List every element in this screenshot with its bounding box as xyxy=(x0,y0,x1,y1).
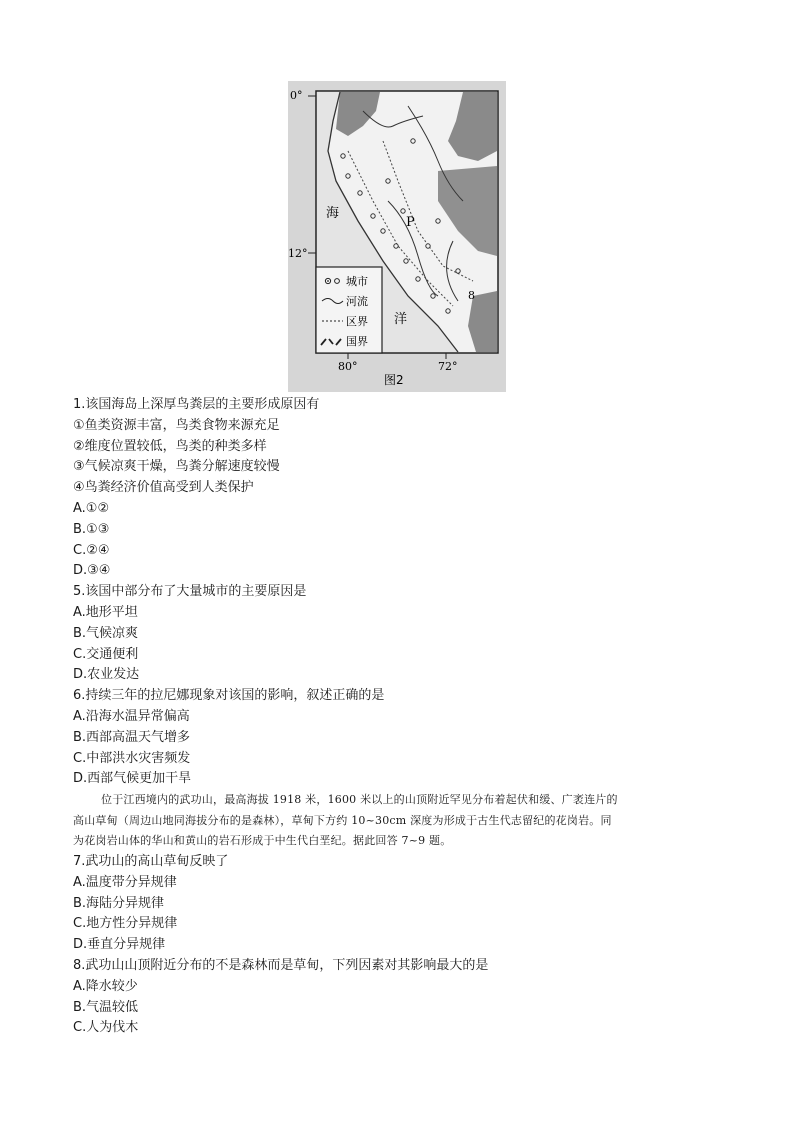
question-5-option-b: B.气候凉爽 xyxy=(73,625,139,641)
question-5-option-d: D.农业发达 xyxy=(73,667,140,683)
question-7-option-d: D.垂直分异规律 xyxy=(73,937,166,953)
legend-label-city: 城市 xyxy=(346,275,368,288)
question-8-option-c: C.人为伐木 xyxy=(73,1020,139,1036)
question-7-option-b: B.海陆分异规律 xyxy=(73,895,165,911)
statement-1: ①鱼类资源丰富，鸟类食物来源充足 xyxy=(73,417,280,433)
question-7-option-a: A.温度带分异规律 xyxy=(73,874,177,890)
figure-caption: 图2 xyxy=(384,373,404,387)
region-label: P xyxy=(406,215,415,230)
question-1-option-a: A.①② xyxy=(73,500,110,516)
questions-block-a xyxy=(73,395,753,790)
lat-label-mid: 12° xyxy=(288,247,308,260)
questions-block-b xyxy=(73,852,753,1039)
number-label: 8 xyxy=(468,289,475,302)
passage-line-1: 位于江西境内的武功山，最高海拔 1918 米，1600 米以上的山顶附近罕见分布着起伏和缓、广袤连片的 xyxy=(101,793,618,806)
question-1-option-c: C.②④ xyxy=(73,542,110,558)
question-5-stem: 5.该国中部分布了大量城市的主要原因是 xyxy=(73,584,307,600)
question-7-option-c: C.地方性分异规律 xyxy=(73,916,178,932)
lon-label-left: 80° xyxy=(338,360,358,373)
question-6-option-b: B.西部高温天气增多 xyxy=(73,729,191,745)
sea-label-1: 海 xyxy=(326,206,340,221)
map-figure xyxy=(288,81,506,392)
sea-label-2: 洋 xyxy=(394,312,408,327)
reading-passage xyxy=(73,790,723,852)
question-5-option-c: C.交通便利 xyxy=(73,646,139,662)
question-6-option-a: A.沿海水温异常偏高 xyxy=(73,708,190,724)
statement-3: ③气候凉爽干燥，鸟粪分解速度较慢 xyxy=(73,459,280,475)
question-8-option-a: A.降水较少 xyxy=(73,978,138,994)
question-5-option-a: A.地形平坦 xyxy=(73,604,138,620)
question-6-option-c: C.中部洪水灾害频发 xyxy=(73,750,191,766)
lon-label-right: 72° xyxy=(438,360,458,373)
legend-label-region-border: 区界 xyxy=(346,315,368,328)
map-svg xyxy=(288,81,506,392)
question-8-option-b: B.气温较低 xyxy=(73,999,139,1015)
legend-label-national-border: 国界 xyxy=(346,335,368,348)
question-7-stem: 7.武功山的高山草甸反映了 xyxy=(73,854,229,869)
statement-4: ④鸟粪经济价值高受到人类保护 xyxy=(73,480,254,496)
question-6-stem: 6.持续三年的拉尼娜现象对该国的影响，叙述正确的是 xyxy=(73,688,385,704)
statement-2: ②维度位置较低，鸟类的种类多样 xyxy=(73,438,267,454)
question-1-option-d: D.③④ xyxy=(73,563,111,579)
legend-label-river: 河流 xyxy=(346,295,368,308)
question-1-option-b: B.①③ xyxy=(73,521,110,537)
lat-label-top: 0° xyxy=(290,89,303,102)
passage-line-2: 高山草甸（周边山地同海拔分布的是森林），草甸下方约 10~30cm 深度为形成于古生代志留纪的花岗岩。同 xyxy=(73,813,612,827)
question-1-stem: 1.该国海岛上深厚鸟粪层的主要形成原因有 xyxy=(73,397,320,412)
passage-line-3: 为花岗岩山体的华山和黄山的岩石形成于中生代白垩纪。据此回答 7~9 题。 xyxy=(73,834,452,847)
question-8-stem: 8.武功山山顶附近分布的不是森林而是草甸，下列因素对其影响最大的是 xyxy=(73,957,489,973)
question-6-option-d: D.西部气候更加干旱 xyxy=(73,771,192,787)
